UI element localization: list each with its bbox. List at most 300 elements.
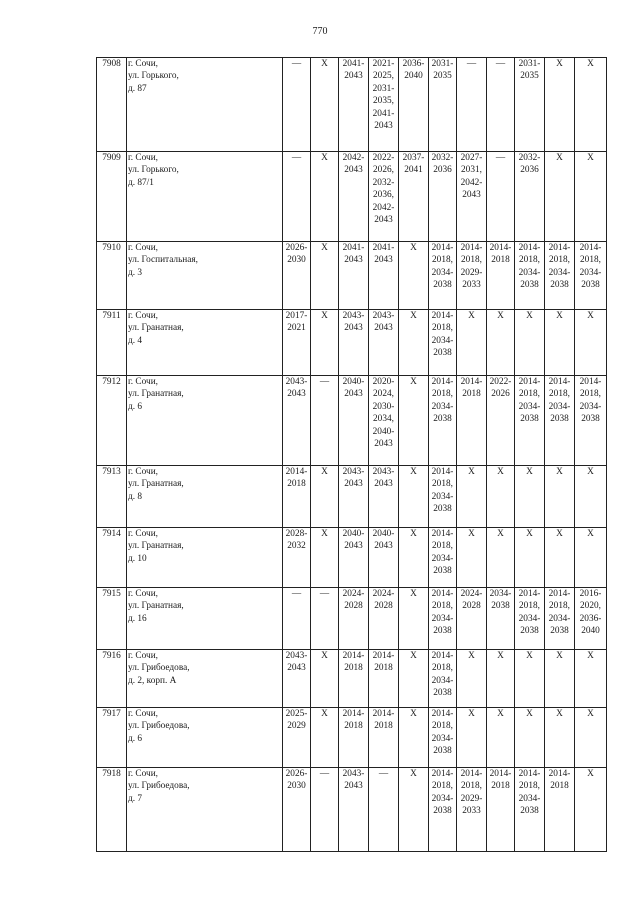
cell-line: г. Сочи, xyxy=(128,243,158,253)
period-cell xyxy=(283,650,311,708)
cell-line: 2014- xyxy=(489,243,512,253)
cell-line: г. Сочи, xyxy=(128,769,158,779)
cell-line: X xyxy=(321,153,328,163)
cell-line: 2018 xyxy=(491,255,510,266)
cell-line: 2038 xyxy=(433,806,452,817)
cell-line: 2018, xyxy=(432,479,453,490)
cell-line: 2030 xyxy=(287,255,306,266)
cell-line: 2021- xyxy=(372,59,395,69)
period-cell xyxy=(575,708,607,768)
period-cell xyxy=(339,650,369,708)
cell-line: 2043 xyxy=(344,781,363,792)
cell-line: X xyxy=(468,651,475,661)
row-number: 7918 xyxy=(97,768,127,852)
address-cell xyxy=(127,58,283,152)
cell-line: 2038 xyxy=(433,280,452,291)
cell-line: 2038 xyxy=(520,626,539,637)
period-cell xyxy=(369,588,399,650)
period-cell xyxy=(487,310,515,376)
cell-line: 2034- xyxy=(431,675,454,686)
period-cell xyxy=(283,310,311,376)
period-cell xyxy=(487,376,515,466)
cell-line: 2038 xyxy=(433,746,452,757)
period-cell xyxy=(339,528,369,588)
register-table xyxy=(96,57,607,852)
cell-line: 2034- xyxy=(431,733,454,744)
cell-line: X xyxy=(587,529,594,539)
period-cell xyxy=(369,768,399,852)
cell-line: X xyxy=(587,651,594,661)
cell-line: 2042- xyxy=(342,153,365,163)
cell-line: 2038 xyxy=(581,414,600,425)
period-cell xyxy=(399,466,429,528)
cell-line: 2042- xyxy=(460,177,483,188)
cell-line: 2034- xyxy=(431,401,454,412)
row-number: 7908 xyxy=(97,58,127,152)
cell-line: 2014- xyxy=(548,589,571,599)
cell-line: 2038 xyxy=(550,626,569,637)
period-cell xyxy=(339,152,369,242)
cell-line: 2036 xyxy=(433,165,452,176)
period-cell xyxy=(311,376,339,466)
period-cell xyxy=(369,466,399,528)
cell-line: ул. Грибоедова, xyxy=(128,663,190,674)
cell-line: 2043 xyxy=(344,71,363,82)
cell-line: г. Сочи, xyxy=(128,529,158,539)
cell-line: 2036- xyxy=(402,59,425,69)
cell-line: 2022- xyxy=(489,377,512,387)
cell-line: 2040- xyxy=(342,377,365,387)
cell-line: д. 6 xyxy=(128,733,143,744)
period-cell xyxy=(429,528,457,588)
cell-line: 2041- xyxy=(372,108,395,119)
cell-line: 2032- xyxy=(518,153,541,163)
period-cell xyxy=(575,528,607,588)
cell-line: 2043 xyxy=(374,323,393,334)
cell-line: 2028- xyxy=(285,529,308,539)
cell-line: 2026- xyxy=(285,769,308,779)
cell-line: X xyxy=(587,769,594,779)
cell-line: X xyxy=(410,709,417,719)
cell-line: 2043 xyxy=(344,479,363,490)
cell-line: 2043 xyxy=(344,255,363,266)
period-cell xyxy=(545,152,575,242)
table-row xyxy=(97,242,607,310)
cell-line: 2034- xyxy=(548,401,571,412)
cell-line: 2034- xyxy=(431,491,454,502)
cell-line: 2035, xyxy=(373,96,394,107)
cell-line: X xyxy=(556,529,563,539)
period-cell xyxy=(339,466,369,528)
cell-line: 2034- xyxy=(548,267,571,278)
period-cell xyxy=(311,310,339,376)
cell-line: ул. Гранатная, xyxy=(128,541,184,552)
period-cell xyxy=(515,310,545,376)
period-cell xyxy=(545,58,575,152)
period-cell xyxy=(429,588,457,650)
cell-line: X xyxy=(321,467,328,477)
period-cell xyxy=(429,650,457,708)
cell-line: 2018 xyxy=(462,389,481,400)
cell-line: 2031- xyxy=(372,83,395,94)
cell-line: 2031, xyxy=(461,165,482,176)
cell-line: 2018, xyxy=(432,601,453,612)
period-cell xyxy=(487,152,515,242)
cell-line: X xyxy=(556,59,563,69)
cell-line: 2018, xyxy=(432,663,453,674)
cell-line: г. Сочи, xyxy=(128,467,158,477)
cell-line: 2038 xyxy=(520,414,539,425)
cell-line: — xyxy=(378,769,389,779)
cell-line: 2043 xyxy=(374,255,393,266)
cell-line: X xyxy=(526,651,533,661)
cell-line: 2018, xyxy=(432,541,453,552)
period-cell xyxy=(283,242,311,310)
period-cell xyxy=(575,242,607,310)
period-cell xyxy=(515,376,545,466)
cell-line: 2043 xyxy=(374,439,393,450)
cell-line: ул. Гранатная, xyxy=(128,323,184,334)
cell-line: 2018, xyxy=(432,389,453,400)
cell-line: 2018, xyxy=(461,255,482,266)
cell-line: 2035 xyxy=(520,71,539,82)
cell-line: 2034- xyxy=(518,401,541,412)
cell-line: 2014- xyxy=(548,243,571,253)
cell-line: 2034- xyxy=(548,613,571,624)
cell-line: 2030- xyxy=(372,401,395,412)
row-number: 7913 xyxy=(97,466,127,528)
cell-line: 2043- xyxy=(285,651,308,661)
cell-line: X xyxy=(321,311,328,321)
cell-line: 2041 xyxy=(404,165,423,176)
cell-line: X xyxy=(410,243,417,253)
period-cell xyxy=(545,528,575,588)
cell-line: 2032- xyxy=(372,177,395,188)
cell-line: 2029- xyxy=(460,267,483,278)
period-cell xyxy=(429,310,457,376)
cell-line: X xyxy=(497,467,504,477)
cell-line: 2043- xyxy=(372,311,395,321)
cell-line: д. 8 xyxy=(128,491,143,502)
cell-line: 2014- xyxy=(579,377,602,387)
cell-line: 2018 xyxy=(550,781,569,792)
table-row xyxy=(97,588,607,650)
cell-line: 2043 xyxy=(344,323,363,334)
cell-line: 2034- xyxy=(431,793,454,804)
cell-line: 2038 xyxy=(550,414,569,425)
cell-line: 2036, xyxy=(373,190,394,201)
cell-line: X xyxy=(321,243,328,253)
cell-line: 2014- xyxy=(431,311,454,321)
period-cell xyxy=(575,152,607,242)
cell-line: 2038 xyxy=(520,806,539,817)
period-cell xyxy=(575,310,607,376)
period-cell xyxy=(369,58,399,152)
cell-line: 2034- xyxy=(431,267,454,278)
cell-line: X xyxy=(321,529,328,539)
period-cell xyxy=(339,708,369,768)
period-cell xyxy=(457,466,487,528)
cell-line: X xyxy=(410,311,417,321)
cell-line: 2024- xyxy=(372,589,395,599)
cell-line: 2038 xyxy=(433,626,452,637)
cell-line: 2014- xyxy=(518,589,541,599)
cell-line: 2014- xyxy=(372,651,395,661)
cell-line: 2018, xyxy=(519,389,540,400)
cell-line: 2034- xyxy=(431,613,454,624)
cell-line: X xyxy=(587,467,594,477)
cell-line: 2018, xyxy=(432,255,453,266)
cell-line: г. Сочи, xyxy=(128,377,158,387)
period-cell xyxy=(487,768,515,852)
cell-line: — xyxy=(319,377,330,387)
cell-line: 2018 xyxy=(374,663,393,674)
address-cell xyxy=(127,650,283,708)
cell-line: 2033 xyxy=(462,806,481,817)
cell-line: 2034- xyxy=(518,613,541,624)
cell-line: 2040 xyxy=(404,71,423,82)
cell-line: 2026 xyxy=(491,389,510,400)
period-cell xyxy=(457,152,487,242)
cell-line: 2014- xyxy=(431,529,454,539)
cell-line: 2027- xyxy=(460,153,483,163)
table-row xyxy=(97,58,607,152)
cell-line: X xyxy=(526,709,533,719)
address-cell xyxy=(127,708,283,768)
period-cell xyxy=(515,650,545,708)
cell-line: 2034- xyxy=(579,401,602,412)
period-cell xyxy=(575,650,607,708)
period-cell xyxy=(399,528,429,588)
period-cell xyxy=(575,466,607,528)
cell-line: 2014- xyxy=(548,769,571,779)
cell-line: 2018, xyxy=(519,601,540,612)
period-cell xyxy=(429,58,457,152)
table-row xyxy=(97,708,607,768)
table-row xyxy=(97,528,607,588)
row-number: 7912 xyxy=(97,376,127,466)
cell-line: 2018 xyxy=(287,479,306,490)
cell-line: 2018, xyxy=(432,721,453,732)
period-cell xyxy=(515,152,545,242)
cell-line: X xyxy=(526,311,533,321)
cell-line: X xyxy=(497,311,504,321)
cell-line: 2018, xyxy=(549,601,570,612)
cell-line: д. 4 xyxy=(128,335,143,346)
cell-line: ул. Гранатная, xyxy=(128,389,184,400)
period-cell xyxy=(457,708,487,768)
cell-line: X xyxy=(410,377,417,387)
period-cell xyxy=(399,588,429,650)
cell-line: 2031- xyxy=(518,59,541,69)
cell-line: 2028 xyxy=(374,601,393,612)
cell-line: — xyxy=(291,589,302,599)
cell-line: X xyxy=(468,311,475,321)
cell-line: 2029- xyxy=(460,793,483,804)
cell-line: 2014- xyxy=(431,589,454,599)
period-cell xyxy=(369,310,399,376)
cell-line: 2043 xyxy=(374,121,393,132)
cell-line: 2042- xyxy=(372,202,395,213)
cell-line: 2020- xyxy=(372,377,395,387)
period-cell xyxy=(457,650,487,708)
cell-line: 2034- xyxy=(489,589,512,599)
period-cell xyxy=(545,708,575,768)
cell-line: — xyxy=(495,153,506,163)
period-cell xyxy=(545,466,575,528)
row-number: 7916 xyxy=(97,650,127,708)
cell-line: 2018 xyxy=(374,721,393,732)
cell-line: — xyxy=(466,59,477,69)
cell-line: г. Сочи, xyxy=(128,651,158,661)
cell-line: ул. Горького, xyxy=(128,71,179,82)
cell-line: X xyxy=(556,153,563,163)
cell-line: 2018, xyxy=(549,255,570,266)
cell-line: д. 7 xyxy=(128,793,143,804)
cell-line: г. Сочи, xyxy=(128,709,158,719)
period-cell xyxy=(369,376,399,466)
period-cell xyxy=(545,588,575,650)
period-cell xyxy=(487,708,515,768)
cell-line: 2025, xyxy=(373,71,394,82)
cell-line: 2014- xyxy=(342,651,365,661)
cell-line: 2037- xyxy=(402,153,425,163)
cell-line: 2028 xyxy=(344,601,363,612)
address-cell xyxy=(127,310,283,376)
cell-line: ул. Грибоедова, xyxy=(128,721,190,732)
cell-line: 2024, xyxy=(373,389,394,400)
cell-line: 2040- xyxy=(372,426,395,437)
cell-line: 2043 xyxy=(374,215,393,226)
cell-line: — xyxy=(291,153,302,163)
period-cell xyxy=(339,242,369,310)
cell-line: 2014- xyxy=(518,377,541,387)
address-cell xyxy=(127,768,283,852)
cell-line: X xyxy=(587,153,594,163)
table-row xyxy=(97,376,607,466)
cell-line: 2043- xyxy=(342,311,365,321)
cell-line: 2043- xyxy=(342,467,365,477)
period-cell xyxy=(575,768,607,852)
period-cell xyxy=(575,588,607,650)
period-cell xyxy=(283,588,311,650)
period-cell xyxy=(311,242,339,310)
cell-line: 2034- xyxy=(518,267,541,278)
cell-line: 2036- xyxy=(579,613,602,624)
cell-line: 2018, xyxy=(580,389,601,400)
cell-line: 2041- xyxy=(342,243,365,253)
table-row xyxy=(97,466,607,528)
period-cell xyxy=(311,708,339,768)
cell-line: 2038 xyxy=(491,601,510,612)
cell-line: 2034- xyxy=(431,553,454,564)
cell-line: X xyxy=(497,709,504,719)
cell-line: 2021 xyxy=(287,323,306,334)
address-cell xyxy=(127,466,283,528)
cell-line: X xyxy=(526,529,533,539)
period-cell xyxy=(487,58,515,152)
cell-line: 2014- xyxy=(579,243,602,253)
period-cell xyxy=(311,588,339,650)
period-cell xyxy=(339,376,369,466)
cell-line: 2029 xyxy=(287,721,306,732)
cell-line: 2043 xyxy=(374,541,393,552)
period-cell xyxy=(545,310,575,376)
cell-line: 2022- xyxy=(372,153,395,163)
period-cell xyxy=(283,768,311,852)
cell-line: 2014- xyxy=(518,769,541,779)
cell-line: 2014- xyxy=(460,769,483,779)
period-cell xyxy=(339,588,369,650)
cell-line: X xyxy=(468,529,475,539)
cell-line: X xyxy=(556,311,563,321)
cell-line: 2028 xyxy=(462,601,481,612)
cell-line: 2034- xyxy=(431,335,454,346)
cell-line: 2020, xyxy=(580,601,601,612)
cell-line: 2018, xyxy=(461,781,482,792)
cell-line: X xyxy=(556,651,563,661)
cell-line: 2014- xyxy=(431,467,454,477)
address-cell xyxy=(127,528,283,588)
period-cell xyxy=(487,650,515,708)
period-cell xyxy=(515,466,545,528)
row-number: 7917 xyxy=(97,708,127,768)
period-cell xyxy=(457,310,487,376)
cell-line: X xyxy=(321,709,328,719)
row-number: 7915 xyxy=(97,588,127,650)
cell-line: д. 2, корп. А xyxy=(128,675,177,686)
period-cell xyxy=(311,58,339,152)
row-number: 7910 xyxy=(97,242,127,310)
cell-line: 2043 xyxy=(287,663,306,674)
period-cell xyxy=(457,768,487,852)
cell-line: г. Сочи, xyxy=(128,311,158,321)
cell-line: 2038 xyxy=(433,566,452,577)
period-cell xyxy=(515,528,545,588)
period-cell xyxy=(487,466,515,528)
period-cell xyxy=(429,466,457,528)
period-cell xyxy=(283,376,311,466)
cell-line: 2038 xyxy=(433,348,452,359)
period-cell xyxy=(369,528,399,588)
period-cell xyxy=(399,708,429,768)
cell-line: 2024- xyxy=(460,589,483,599)
cell-line: X xyxy=(526,467,533,477)
cell-line: 2014- xyxy=(548,377,571,387)
period-cell xyxy=(429,768,457,852)
period-cell xyxy=(545,650,575,708)
cell-line: 2034- xyxy=(518,793,541,804)
cell-line: 2026, xyxy=(373,165,394,176)
period-cell xyxy=(457,588,487,650)
table-row xyxy=(97,650,607,708)
cell-line: 2018, xyxy=(432,781,453,792)
cell-line: г. Сочи, xyxy=(128,153,158,163)
period-cell xyxy=(515,242,545,310)
cell-line: X xyxy=(556,709,563,719)
cell-line: 2043 xyxy=(344,389,363,400)
cell-line: 2018 xyxy=(344,663,363,674)
cell-line: 2040 xyxy=(581,626,600,637)
cell-line: 2038 xyxy=(433,688,452,699)
cell-line: X xyxy=(410,651,417,661)
cell-line: 2014- xyxy=(489,769,512,779)
cell-line: 2026- xyxy=(285,243,308,253)
period-cell xyxy=(369,242,399,310)
cell-line: ул. Гранатная, xyxy=(128,601,184,612)
cell-line: 2040- xyxy=(342,529,365,539)
cell-line: 2043 xyxy=(344,165,363,176)
